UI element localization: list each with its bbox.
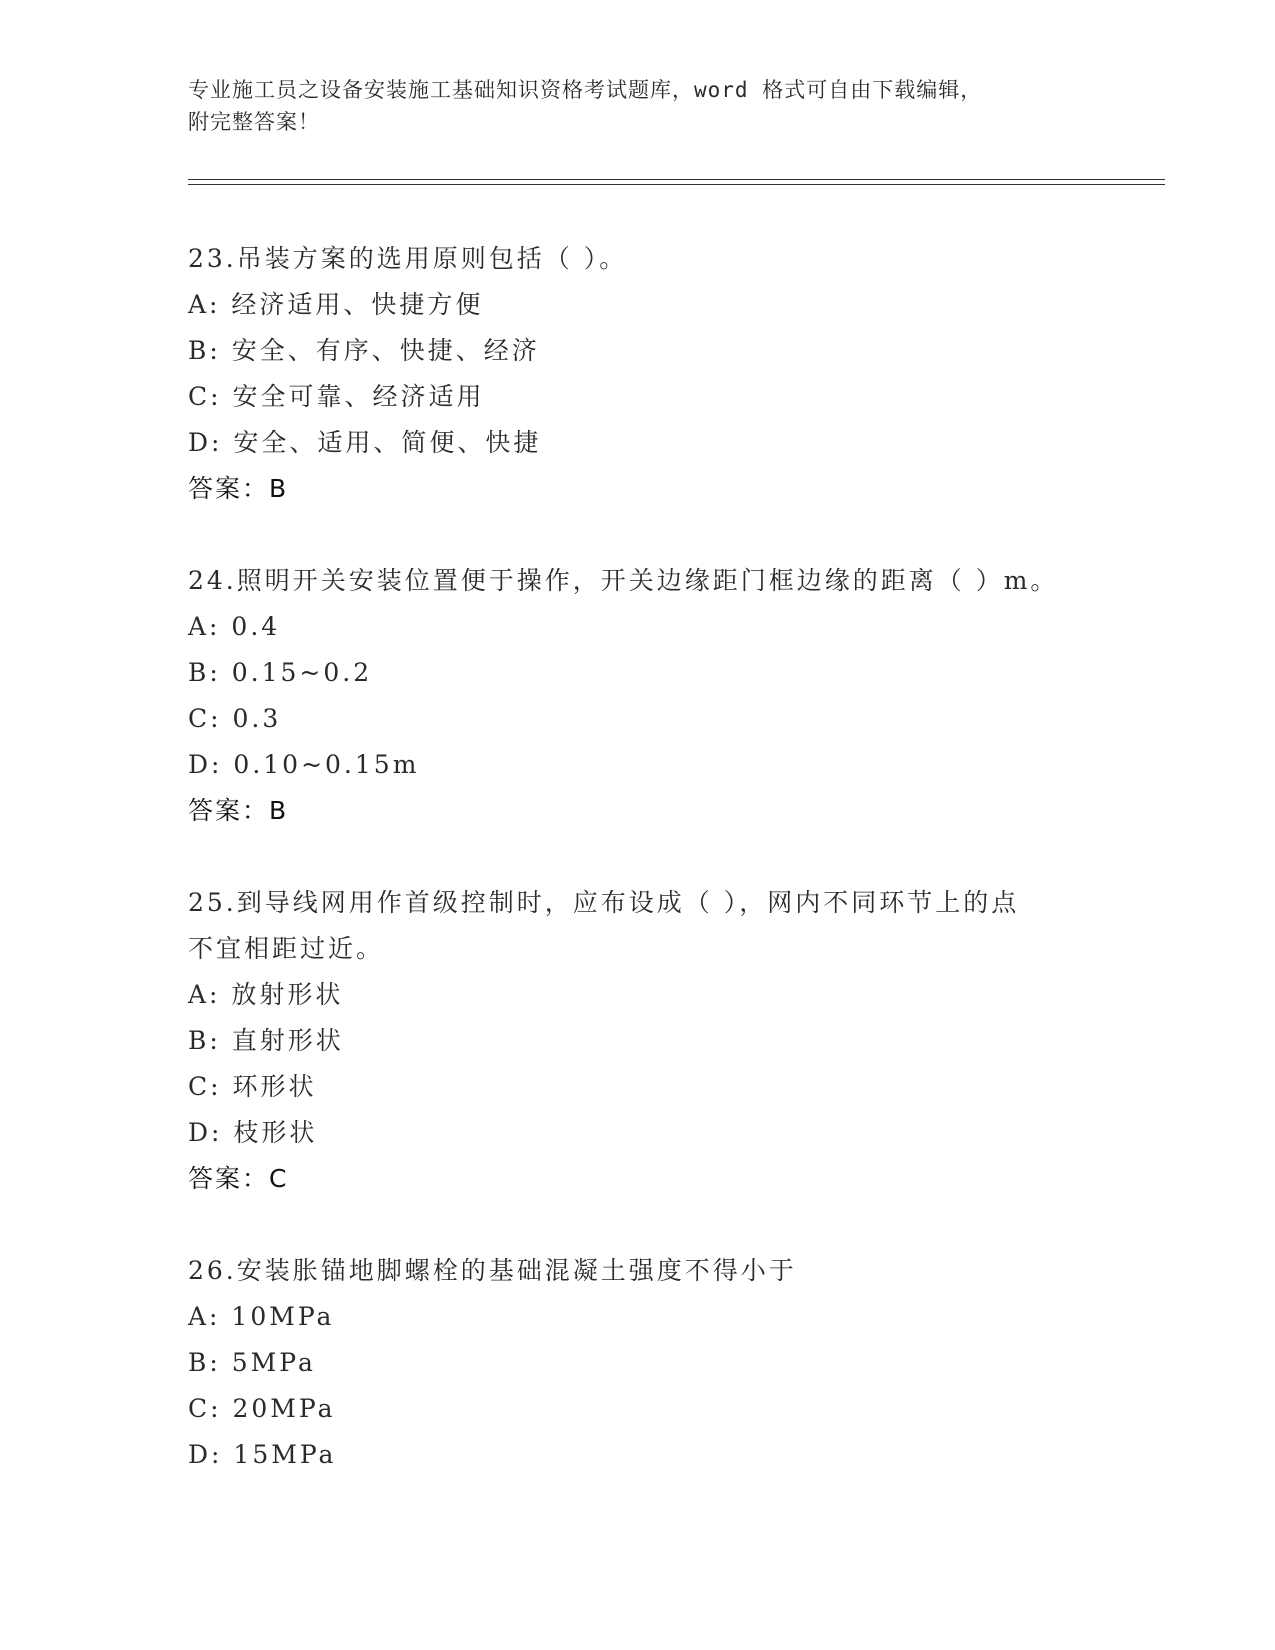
document-header bbox=[188, 74, 1088, 138]
option-c: C: 0.3 bbox=[188, 704, 282, 733]
question-stem: 25.到导线网用作首级控制时，应布设成（ ），网内不同环节上的点 bbox=[188, 888, 1020, 917]
option-b: B: 0.15~0.2 bbox=[188, 658, 373, 687]
option-d: D: 15MPa bbox=[188, 1440, 337, 1469]
question-stem-continued: 不宜相距过近。 bbox=[188, 934, 385, 963]
option-c: C: 20MPa bbox=[188, 1394, 336, 1423]
option-d: D: 0.10~0.15m bbox=[188, 750, 420, 779]
header-line-2: 附完整答案！ bbox=[188, 110, 320, 134]
option-a: A: 0.4 bbox=[188, 612, 281, 641]
answer-label: 答案：B bbox=[188, 796, 289, 825]
question-26 bbox=[188, 1248, 1088, 1478]
answer-label: 答案：B bbox=[188, 474, 289, 503]
option-b: B: 5MPa bbox=[188, 1348, 316, 1377]
question-24 bbox=[188, 558, 1088, 834]
option-c: C: 环形状 bbox=[188, 1072, 317, 1101]
question-23 bbox=[188, 236, 1088, 512]
option-b: B: 安全、有序、快捷、经济 bbox=[188, 336, 540, 365]
answer-label: 答案：C bbox=[188, 1164, 289, 1193]
question-stem: 23.吊装方案的选用原则包括（ ）。 bbox=[188, 244, 628, 273]
header-line-1: 专业施工员之设备安装施工基础知识资格考试题库，word 格式可自由下载编辑， bbox=[188, 78, 983, 102]
option-b: B: 直射形状 bbox=[188, 1026, 344, 1055]
option-d: D: 枝形状 bbox=[188, 1118, 318, 1147]
option-a: A: 放射形状 bbox=[188, 980, 344, 1009]
option-d: D: 安全、适用、简便、快捷 bbox=[188, 428, 542, 457]
option-c: C: 安全可靠、经济适用 bbox=[188, 382, 485, 411]
question-stem: 24.照明开关安装位置便于操作，开关边缘距门框边缘的距离（ ）m。 bbox=[188, 566, 1059, 595]
header-rule-bottom bbox=[188, 184, 1165, 185]
option-a: A: 经济适用、快捷方便 bbox=[188, 290, 484, 319]
option-a: A: 10MPa bbox=[188, 1302, 335, 1331]
question-stem: 26.安装胀锚地脚螺栓的基础混凝土强度不得小于 bbox=[188, 1256, 797, 1285]
question-25 bbox=[188, 880, 1088, 1202]
header-rule-top bbox=[188, 179, 1165, 180]
